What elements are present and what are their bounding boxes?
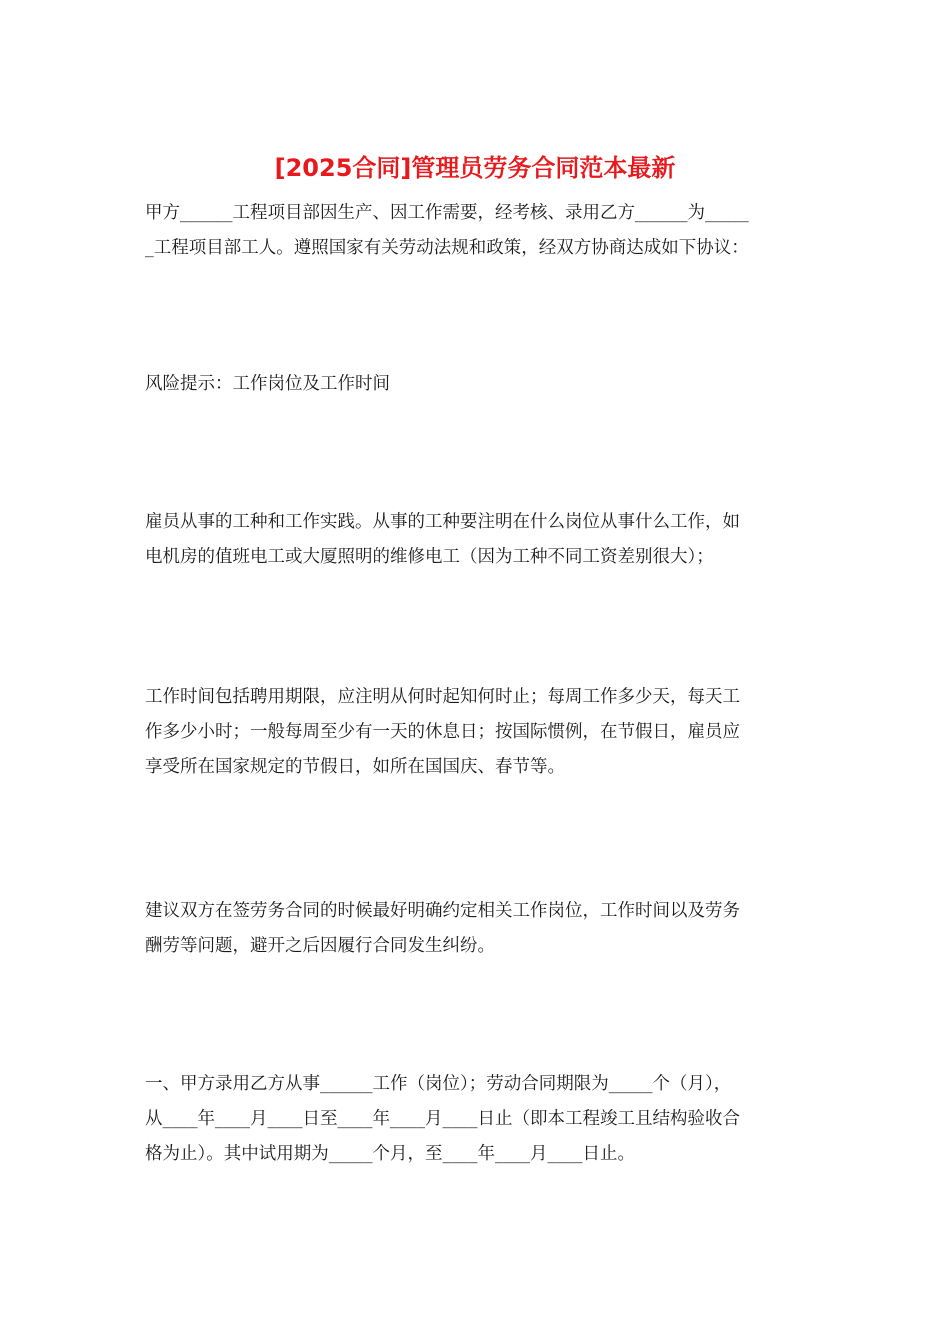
paragraph-line: 建议双方在签劳务合同的时候最好明确约定相关工作岗位，工作时间以及劳务 <box>145 901 740 921</box>
paragraph-line: 雇员从事的工种和工作实践。从事的工种要注明在什么岗位从事什么工作，如 <box>145 512 740 532</box>
paragraph-line: 甲方______工程项目部因生产、因工作需要，经考核、录用乙方______为_____ <box>145 203 749 223</box>
paragraph-line: 享受所在国家规定的节假日，如所在国国庆、春节等。 <box>145 757 565 777</box>
paragraph-line: 从____年____月____日至____年____月____日止（即本工程竣工且结构验收合 <box>145 1109 740 1129</box>
paragraph-line: 作多少小时；一般每周至少有一天的休息日；按国际惯例，在节假日，雇员应 <box>145 722 740 742</box>
paragraph-line: 一、甲方录用乙方从事______工作（岗位）；劳动合同期限为_____个（月）， <box>145 1074 732 1094</box>
paragraph-work-time <box>145 680 805 785</box>
paragraph-line: 酬劳等问题，避开之后因履行合同发生纠纷。 <box>145 936 495 956</box>
paragraph-line: 工作时间包括聘用期限，应注明从何时起知何时止；每周工作多少天，每天工 <box>145 687 740 707</box>
document-title: [2025合同]管理员劳务合同范本最新 <box>274 154 676 182</box>
paragraph-intro <box>145 196 805 266</box>
paragraph-clause-one <box>145 1067 805 1172</box>
paragraph-risk-notice <box>145 367 805 402</box>
paragraph-line: 风险提示：工作岗位及工作时间 <box>145 374 390 394</box>
paragraph-advice <box>145 894 805 964</box>
paragraph-job-type <box>145 505 805 575</box>
paragraph-line: _工程项目部工人。遵照国家有关劳动法规和政策，经双方协商达成如下协议： <box>145 238 749 258</box>
paragraph-line: 电机房的值班电工或大厦照明的维修电工（因为工种不同工资差别很大）； <box>145 547 714 567</box>
paragraph-line: 格为止）。其中试用期为_____个月，至____年____月____日止。 <box>145 1144 635 1164</box>
